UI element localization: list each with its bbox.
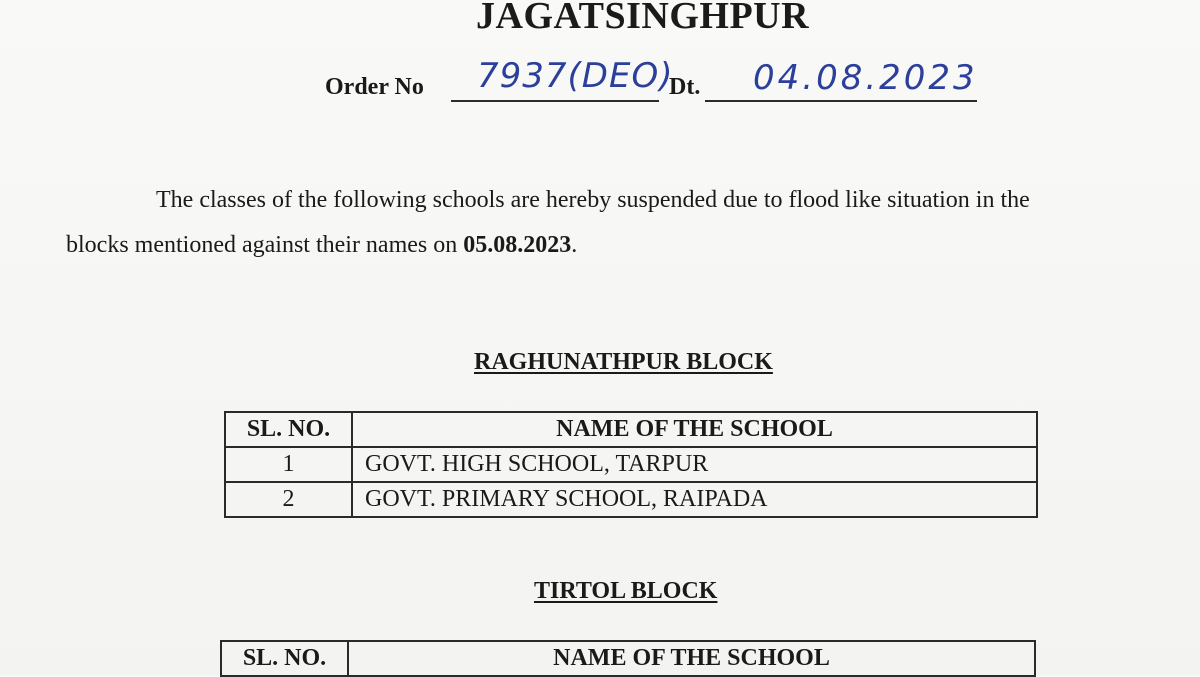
cell-school-name: GOVT. HIGH SCHOOL, TARPUR — [352, 447, 1037, 482]
notice-line-2-end: . — [571, 232, 578, 258]
column-header-school-name: NAME OF THE SCHOOL — [348, 641, 1035, 676]
date-underline — [705, 100, 977, 102]
notice-line-2 — [66, 223, 1200, 268]
order-number-handwritten: 7937(DEO) — [477, 56, 674, 96]
school-table-raghunathpur — [224, 411, 1038, 518]
notice-line-2-text: blocks mentioned against their names on — [66, 232, 464, 258]
suspension-date: 05.08.2023 — [463, 232, 572, 258]
notice-paragraph — [66, 178, 1200, 268]
notice-line-1: The classes of the following schools are hereby suspended due to flood like situation in the — [156, 187, 1030, 213]
table-header-row — [221, 641, 1035, 676]
column-header-sl-no: SL. NO. — [221, 641, 348, 676]
order-number-label: Order No — [325, 74, 424, 100]
table-row — [225, 482, 1037, 517]
column-header-sl-no: SL. NO. — [225, 412, 352, 447]
date-handwritten: 04.08.2023 — [753, 58, 978, 98]
date-label: Dt. — [669, 74, 701, 100]
order-line — [325, 56, 1025, 110]
district-title: JAGATSINGHPUR — [476, 0, 810, 37]
table-row — [225, 447, 1037, 482]
school-table-tirtol — [220, 640, 1036, 677]
cell-school-name: GOVT. PRIMARY SCHOOL, RAIPADA — [352, 482, 1037, 517]
table-header-row — [225, 412, 1037, 447]
block-heading-tirtol: TIRTOL BLOCK — [534, 578, 718, 604]
column-header-school-name: NAME OF THE SCHOOL — [352, 412, 1037, 447]
cell-sl-no: 1 — [225, 447, 352, 482]
order-number-underline — [451, 100, 659, 102]
block-heading-raghunathpur: RAGHUNATHPUR BLOCK — [474, 349, 773, 375]
cell-sl-no: 2 — [225, 482, 352, 517]
